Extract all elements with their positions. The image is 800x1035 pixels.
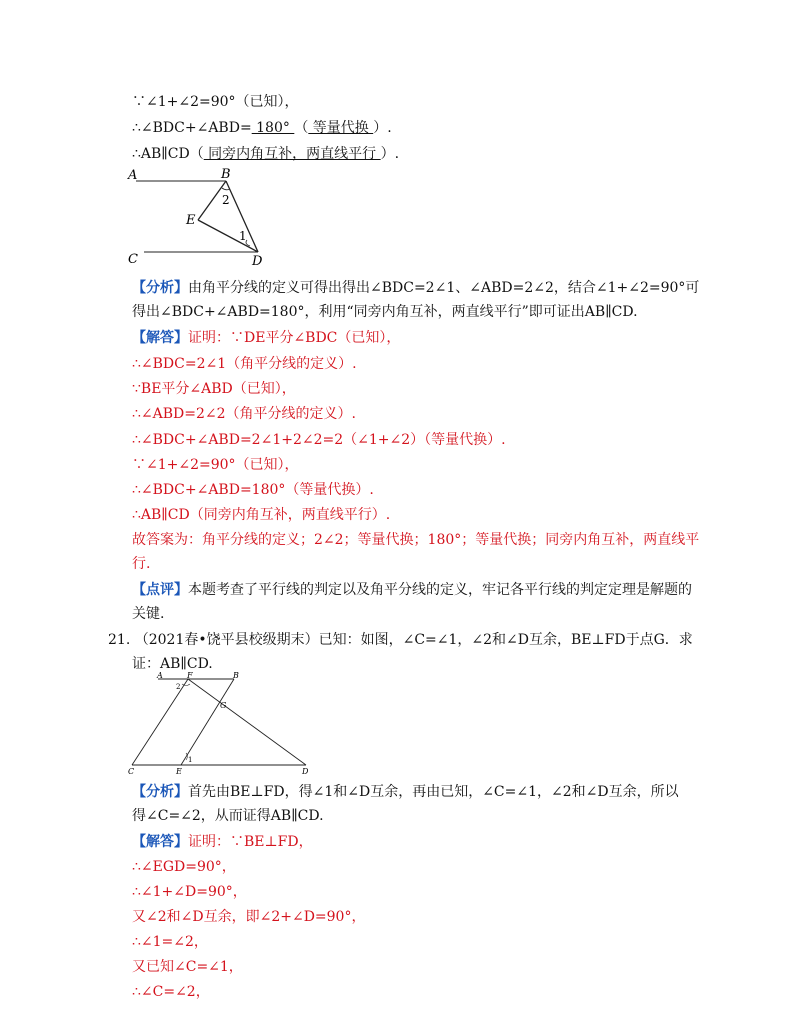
fig2-label-a: A xyxy=(157,671,163,680)
top-proof-line1: ∵∠1+∠2=90°（已知）， xyxy=(132,94,299,110)
figure-2-diagram xyxy=(126,670,316,780)
solution-tag: 【解答】 xyxy=(132,834,188,850)
solution2-text1: 证明：∵BE⊥FD， xyxy=(188,834,313,850)
fig1-label-1: 1 xyxy=(239,229,247,243)
solution2-line7: ∴∠C=∠2， xyxy=(132,984,210,1000)
analysis2-line2: 得∠C=∠2，从而证得AB∥CD. xyxy=(132,808,324,824)
angle-2-arc xyxy=(182,684,190,686)
solution2-line3: ∴∠1+∠D=90°， xyxy=(132,884,247,900)
fig1-label-a: A xyxy=(128,168,138,183)
figure-1-diagram xyxy=(126,166,276,268)
analysis-tag: 【分析】 xyxy=(132,280,188,296)
problem21-text1: （2021春•饶平县校级期末）已知：如图，∠C=∠1，∠2和∠D互余，BE⊥FD于点G．求 xyxy=(134,632,693,648)
fig2-label-f: F xyxy=(187,671,193,680)
problem21-line2: 证：AB∥CD. xyxy=(132,656,213,672)
solution1-line8: ∴AB∥CD（同旁内角互补，两直线平行）. xyxy=(132,507,391,523)
line-ed xyxy=(198,220,258,252)
comment1-line1 xyxy=(132,580,692,600)
top-proof-line2 xyxy=(132,118,392,138)
solution1-text1: 证明：∵DE平分∠BDC（已知）， xyxy=(188,330,401,346)
analysis-tag: 【分析】 xyxy=(132,784,188,800)
solution2-line4: 又∠2和∠D互余，即∠2+∠D=90°， xyxy=(132,909,366,925)
solution1-line3: ∵BE平分∠ABD（已知）， xyxy=(132,381,296,397)
line2-suffix: ）. xyxy=(373,120,392,136)
fig1-label-d: D xyxy=(252,254,263,268)
blank-substitution: 等量代换 xyxy=(308,120,374,136)
top-proof-line3 xyxy=(132,144,399,164)
analysis1-text1: 由角平分线的定义可得出得出∠BDC=2∠1、∠ABD=2∠2，结合∠1+∠2=90°可 xyxy=(188,280,700,296)
line3-prefix: ∴AB∥CD（ xyxy=(132,146,204,162)
line2-prefix: ∴∠BDC+∠ABD= xyxy=(132,120,252,136)
solution1-line1 xyxy=(132,328,400,348)
fig2-label-e: E xyxy=(176,767,182,776)
comment1-line2: 关键. xyxy=(132,606,165,622)
line2-mid: （ xyxy=(294,120,309,136)
solution-tag: 【解答】 xyxy=(132,330,188,346)
comment-tag: 【点评】 xyxy=(132,582,188,598)
fig2-label-2: 2 xyxy=(176,683,181,691)
solution2-line1 xyxy=(132,832,313,852)
fig2-label-1: 1 xyxy=(188,756,193,764)
fig1-label-b: B xyxy=(221,167,231,182)
solution1-line6: ∵∠1+∠2=90°（已知）， xyxy=(132,457,299,473)
solution2-line5: ∴∠1=∠2， xyxy=(132,934,208,950)
line-be xyxy=(181,679,234,765)
solution1-line9: 故答案为：角平分线的定义；2∠2；等量代换；180°；等量代换；同旁内角互补，两直线平 xyxy=(132,532,700,548)
line-fc xyxy=(132,679,188,765)
solution2-line6: 又已知∠C=∠1， xyxy=(132,959,243,975)
fig2-label-d: D xyxy=(302,767,309,776)
solution1-line5: ∴∠BDC+∠ABD=2∠1+2∠2=2（∠1+∠2）（等量代换）. xyxy=(132,432,506,448)
analysis1-line2: 得出∠BDC+∠ABD=180°，利用“同旁内角互补，两直线平行”即可证出AB∥CD. xyxy=(132,304,638,320)
line-fd xyxy=(188,679,306,765)
line3-suffix: ）. xyxy=(380,146,400,162)
solution1-line7: ∴∠BDC+∠ABD=180°（等量代换）. xyxy=(132,482,374,498)
comment1-text1: 本题考查了平行线的判定以及角平分线的定义，牢记各平行线的判定定理是解题的 xyxy=(188,582,692,598)
problem21-line1 xyxy=(108,630,693,650)
fig1-label-e: E xyxy=(186,213,196,228)
blank-parallel-reason: 同旁内角互补，两直线平行 xyxy=(203,146,381,162)
problem-number: 21. xyxy=(108,632,131,648)
analysis2-line1 xyxy=(132,782,679,802)
solution1-line10: 行. xyxy=(132,556,151,572)
solution1-line2: ∴∠BDC=2∠1（角平分线的定义）. xyxy=(132,356,357,372)
fig1-label-c: C xyxy=(128,252,138,267)
fig2-label-b: B xyxy=(233,671,239,680)
solution1-line4: ∴∠ABD=2∠2（角平分线的定义）. xyxy=(132,406,356,422)
analysis1-line1 xyxy=(132,278,699,298)
fig1-label-2: 2 xyxy=(222,193,230,207)
fig2-label-g: G xyxy=(220,701,227,710)
analysis2-text1: 首先由BE⊥FD，得∠1和∠D互余，再由已知，∠C=∠1，∠2和∠D互余，所以 xyxy=(188,784,679,800)
solution2-line2: ∴∠EGD=90°， xyxy=(132,859,236,875)
fig2-label-c: C xyxy=(128,767,135,776)
blank-180: 180° xyxy=(251,120,295,136)
